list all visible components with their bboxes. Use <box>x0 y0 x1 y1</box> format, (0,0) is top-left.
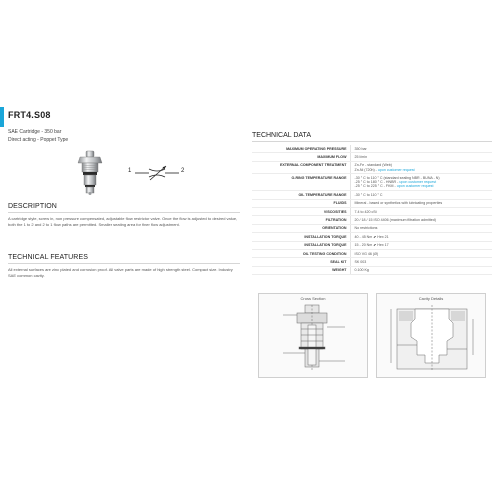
cavity-details-image <box>381 303 481 375</box>
customer-request-link[interactable]: upon customer request <box>377 167 415 172</box>
hydraulic-symbol <box>128 164 188 182</box>
spec-value <box>350 153 492 161</box>
cross-section-title: Cross Section <box>300 296 326 301</box>
technical-features-text: All external surfaces are zinc plated and corrosion proof. All valve parts are made of high strength steel. Compact size. Industry SAE common cavity. <box>8 267 233 278</box>
spec-value-line <box>355 155 491 159</box>
spec-key: WEIGHT <box>252 266 350 274</box>
spec-value-line <box>355 235 491 239</box>
spec-value <box>350 233 492 241</box>
customer-request-link[interactable]: upon customer request <box>396 184 434 189</box>
spec-row <box>252 145 492 153</box>
spec-value <box>350 241 492 249</box>
spec-value-line <box>355 184 491 188</box>
cavity-details-drawing <box>376 293 486 378</box>
customer-request-link[interactable]: upon customer request <box>399 180 437 185</box>
spec-value <box>350 249 492 257</box>
spec-value-text: 40 - 45 Nm ⬈ Hex 21 <box>354 234 389 239</box>
spec-value-text: -30 ° C to 110 ° C (standard sealing NBR - BUNA - N) <box>354 175 440 180</box>
spec-value-text: SK 003 <box>354 259 367 264</box>
spec-value <box>350 258 492 266</box>
spec-value <box>350 174 492 191</box>
subtitle-line: SAE Cartridge - 350 bar <box>8 129 62 135</box>
technical-data-heading: TECHNICAL DATA <box>252 132 311 139</box>
spec-value-text: Zn-Fe - standard (Web) <box>354 163 392 168</box>
spec-key: O-RING TEMPERATURE RANGE <box>252 174 350 191</box>
spec-value-line <box>355 268 491 272</box>
accent-bar <box>0 107 4 127</box>
spec-key: SEAL KIT <box>252 258 350 266</box>
spec-value-text: -30 ° C to 110 ° C <box>354 192 383 197</box>
spec-value-line <box>355 147 491 151</box>
spec-value-line <box>355 218 491 222</box>
spec-value <box>350 216 492 224</box>
spec-value-line <box>355 210 491 214</box>
product-subtitle <box>8 128 68 144</box>
spec-key: VISCOSITIES <box>252 207 350 215</box>
divider <box>8 212 240 213</box>
spec-key: ORIENTATION <box>252 224 350 232</box>
spec-value-text: -25 ° C to 225 ° C - FKM - <box>354 184 397 189</box>
technical-data-table <box>252 145 492 275</box>
cross-section-image <box>263 303 363 375</box>
spec-value-text: 15 - 20 Nm ⬈ Hex 17 <box>354 243 389 248</box>
spec-row <box>252 241 492 249</box>
spec-value <box>350 199 492 207</box>
port-2-label: 2 <box>181 168 185 174</box>
spec-row <box>252 191 492 199</box>
spec-value-line <box>355 168 491 172</box>
spec-row <box>252 266 492 274</box>
valve-product-image <box>70 150 110 196</box>
spec-value-text: 0.100 Kg <box>354 268 369 273</box>
spec-key: MAXIMUM FLOW <box>252 153 350 161</box>
spec-value-line <box>355 201 491 205</box>
spec-value-line <box>355 226 491 230</box>
spec-value-line <box>355 243 491 247</box>
spec-row <box>252 258 492 266</box>
spec-key: INSTALLATION TORQUE <box>252 241 350 249</box>
spec-value-text: Mineral - based or synthetics with lubricating properties <box>354 201 443 206</box>
spec-key: EXTERNAL COMPONENT TREATMENT <box>252 161 350 174</box>
spec-row <box>252 207 492 215</box>
spec-value <box>350 224 492 232</box>
spec-row <box>252 249 492 257</box>
spec-key: FLUIDS <box>252 199 350 207</box>
technical-features-heading: TECHNICAL FEATURES <box>8 254 88 261</box>
spec-key: OIL TESTING CONDITION <box>252 249 350 257</box>
cross-section-drawing <box>258 293 368 378</box>
product-code: FRT4.S08 <box>8 110 51 120</box>
spec-value <box>350 191 492 199</box>
spec-value-text: 20 / 18 / 15 ISO 4406 (maximum filtration admitted) <box>354 217 436 222</box>
spec-value-text: 350 bar <box>354 146 367 151</box>
spec-row <box>252 161 492 174</box>
divider <box>8 263 240 264</box>
spec-value <box>350 161 492 174</box>
cavity-details-title: Cavity Details <box>418 296 444 301</box>
spec-key: OIL TEMPERATURE RANGE <box>252 191 350 199</box>
spec-key: INSTALLATION TORQUE <box>252 233 350 241</box>
spec-row <box>252 224 492 232</box>
spec-row <box>252 199 492 207</box>
spec-value-line <box>355 252 491 256</box>
spec-value <box>350 207 492 215</box>
spec-key: FILTRATION <box>252 216 350 224</box>
subtitle-line: Direct acting - Poppet Type <box>8 137 69 143</box>
spec-value-text: Zn-Ni (720h) - <box>354 167 378 172</box>
spec-value-text: -25 ° C to 180 ° C - HNBR - <box>354 180 400 185</box>
spec-value-line <box>355 193 491 197</box>
spec-value-text: No restrictions <box>354 226 378 231</box>
description-text: A cartridge style, screw in, non pressure compensated, adjustable flow restrictor valve. Once the flow is adjusted to desired value, both the 1 to 2 and 2 to 1 flow paths are permitted. Smaller seating area for finer flow adjustment. <box>8 216 238 227</box>
spec-row <box>252 216 492 224</box>
spec-value <box>350 266 492 274</box>
divider <box>252 141 492 142</box>
spec-row <box>252 153 492 161</box>
port-1-label: 1 <box>128 168 132 174</box>
spec-key: MAXIMUM OPERATING PRESSURE <box>252 145 350 153</box>
description-heading: DESCRIPTION <box>8 203 57 210</box>
restrictor-symbol-icon <box>135 164 179 182</box>
spec-row <box>252 174 492 191</box>
spec-row <box>252 233 492 241</box>
spec-value-text: 7.4 to 420 cSt <box>354 209 377 214</box>
spec-value-text: ISO VG 46 (Ø) <box>354 251 379 256</box>
spec-value-line <box>355 260 491 264</box>
spec-value <box>350 145 492 153</box>
spec-value-text: 25 l/min <box>354 154 368 159</box>
